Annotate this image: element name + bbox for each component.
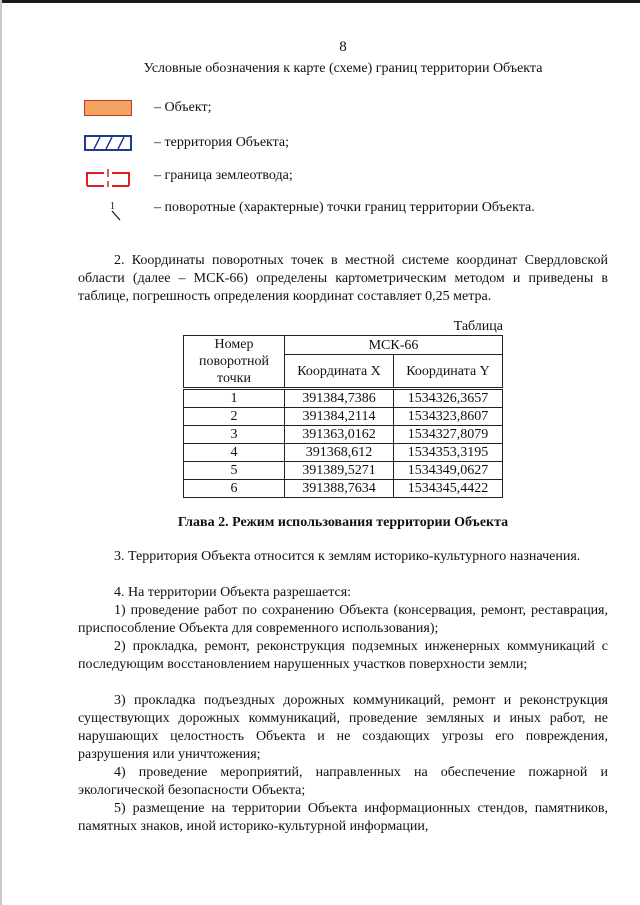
- coordinate-y: 1534327,8079: [394, 426, 503, 444]
- territory-hatch-swatch-icon: [84, 135, 132, 151]
- list-item-4: 4) проведение мероприятий, направленных на обеспечение пожарной и экологической безопасности Объекта;: [78, 765, 608, 798]
- header-coordinate-system: МСК-66: [285, 336, 503, 355]
- coordinate-y: 1534326,3657: [394, 389, 503, 408]
- header-point-number: Номер поворотной точки: [184, 336, 285, 389]
- coordinate-x: 391363,0162: [285, 426, 394, 444]
- legend-item-object: [84, 98, 211, 118]
- list-item-1: 1) проведение работ по сохранению Объекта (консервация, ремонт, реставрация, приспособление Объекта для современного использования);: [78, 603, 608, 636]
- coordinate-y: 1534353,3195: [394, 444, 503, 462]
- table-caption: Таблица: [453, 319, 503, 334]
- chapter-title: Глава 2. Режим использования территории Объекта: [177, 515, 509, 530]
- legend-item-label: – поворотные (характерные) точки границ территории Объекта.: [154, 200, 535, 215]
- list-item-2: 2) прокладка, ремонт, реконструкция подземных инженерных коммуникаций с последующим восстановлением нарушенных участков поверхности земли;: [78, 639, 608, 672]
- legend-item-territory: [84, 133, 289, 153]
- legend-item-label: – территория Объекта;: [154, 135, 290, 150]
- list-item-3: 3) прокладка подъездных дорожных коммуникаций, ремонт и реконструкция существующих дорожных коммуникаций, проведение земляных и иных работ, не нарушающих целостность Объекта и не создающих угрозы его повреждения, разрушения или уничтожения;: [78, 693, 608, 762]
- coordinate-y: 1534345,4422: [394, 480, 503, 498]
- page-number: 8: [339, 39, 347, 55]
- legend-title: Условные обозначения к карте (схеме) границ территории Объекта: [143, 61, 543, 76]
- table-row: [184, 462, 503, 480]
- object-fill-swatch-icon: [84, 100, 132, 116]
- legend-item-label: – Объект;: [154, 100, 212, 115]
- point-number: 6: [184, 480, 285, 498]
- legend-item-turning-point: [84, 198, 535, 218]
- table-row: [184, 389, 503, 408]
- legend-item-boundary: [84, 166, 293, 186]
- paragraph-3: 3. Территория Объекта относится к землям историко-культурного назначения.: [114, 549, 581, 564]
- scan-top-edge: [0, 0, 640, 3]
- paragraph-coordinates: 2. Координаты поворотных точек в местной системе координат Свердловской области (далее – МСК-66) определены картометрическим методом и приведены в таблице, погрешность определения координат составляет 0,25 метра.: [78, 253, 608, 304]
- coordinate-x: 391384,7386: [285, 389, 394, 408]
- scan-left-edge: [0, 0, 2, 905]
- coordinate-y: 1534349,0627: [394, 462, 503, 480]
- coordinate-x: 391368,612: [285, 444, 394, 462]
- coordinate-x: 391389,5271: [285, 462, 394, 480]
- table-row: [184, 444, 503, 462]
- point-number: 5: [184, 462, 285, 480]
- coordinate-x: 391388,7634: [285, 480, 394, 498]
- turning-point-marker-number: 1: [110, 201, 115, 212]
- table-row: [184, 480, 503, 498]
- turning-point-marker-icon: [84, 200, 132, 216]
- coordinates-table: [183, 335, 503, 498]
- legend-item-label: – граница землеотвода;: [154, 168, 293, 183]
- point-number: 2: [184, 408, 285, 426]
- point-number: 1: [184, 389, 285, 408]
- coordinate-x: 391384,2114: [285, 408, 394, 426]
- land-boundary-line-icon: [84, 168, 132, 184]
- header-coordinate-y: Координата Y: [394, 355, 503, 389]
- table-row: [184, 408, 503, 426]
- table-row: [184, 426, 503, 444]
- point-number: 3: [184, 426, 285, 444]
- header-coordinate-x: Координата X: [285, 355, 394, 389]
- paragraph-4: 4. На территории Объекта разрешается:: [114, 585, 352, 600]
- coordinate-y: 1534323,8607: [394, 408, 503, 426]
- point-number: 4: [184, 444, 285, 462]
- list-item-5: 5) размещение на территории Объекта информационных стендов, памятников, памятных знаков, иной историко-культурной информации,: [78, 801, 608, 834]
